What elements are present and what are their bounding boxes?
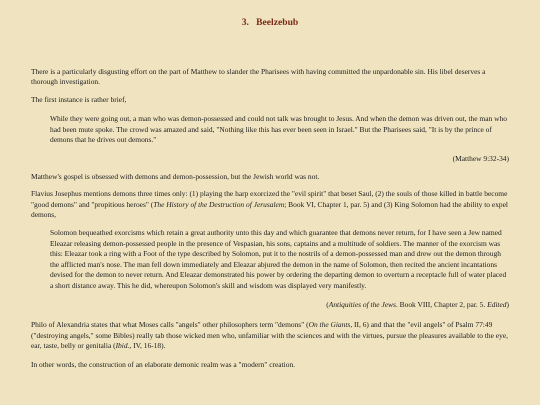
citation-close: ) bbox=[506, 299, 509, 309]
philo-text-b: , II, 6) and that the "evil angels" of Psalm 77:49 ("destroying angels," some Bibles) really tab those wicked men who, unfamiliar with the sciences and with the virtues, pursue the pleasures available to the eye, ear, taste, belly or genitalia ( bbox=[31, 320, 508, 351]
philo-text-a: Philo of Alexandria states that what Moses calls "angels" other philosophers term "demons" ( bbox=[31, 320, 309, 330]
citation-book-title: Antiquities of the Jews bbox=[328, 299, 396, 309]
philo-book-title: On the Giants bbox=[308, 320, 351, 330]
citation-mid: . Book VIII, Chapter 2, par. 5. bbox=[395, 299, 488, 309]
josephus-paragraph bbox=[31, 189, 509, 220]
antiquities-citation bbox=[31, 300, 509, 310]
solomon-quote: Solomon bequeathed exorcisms which retain a great authority unto this day and which guarantee that demons never return, for I have seen a Jew named Eleazar releasing demon-possessed people in the presence of Vespasian, his sons, captains and a multitude of soldiers. The manner of the exorcism was this: Eleazar took a ring with a Foot of the type described by Solomon, put it to the nostrils of a demon-possessed man and drew out the demon through the afflicted man's nose. The man fell down immediately and Eleazar abjured the demon in the name of Solomon, then recited the ancient incantations devised for the demon to never return. And Eleazar demonstrated his power by ordering the departing demon to overturn a receptacle full of water placed a short distance away. This he did, whereupon Solomon's skill and wisdom was displayed very manifestly. bbox=[50, 228, 507, 290]
matthew-citation: (Matthew 9:32-34) bbox=[452, 154, 509, 164]
intro-paragraph: There is a particularly disgusting effort on the part of Matthew to slander the Pharisees with having committed the unpardonable sin. His libel deserves a thorough investigation. bbox=[31, 67, 486, 87]
chapter-title: 3. Beelzebub bbox=[241, 17, 299, 28]
josephus-text-b: ; Book VI, Chapter 1, par. 5) and (3) King Solomon had the ability to expel demons, bbox=[31, 199, 508, 220]
first-instance-paragraph: The first instance is rather brief, bbox=[31, 94, 127, 104]
citation-open: ( bbox=[326, 299, 329, 309]
josephus-book-title: The History of the Destruction of Jerusalem bbox=[153, 199, 285, 209]
philo-ibid: Ibid. bbox=[115, 341, 130, 351]
citation-edited: Edited bbox=[487, 299, 507, 309]
philo-paragraph bbox=[31, 320, 509, 351]
conclusion-paragraph: In other words, the construction of an elaborate demonic realm was a "modern" creation. bbox=[31, 359, 296, 369]
josephus-text-a: Flavius Josephus mentions demons three times only: (1) playing the harp exorcized the "evil spirit" that beset Saul, (2) the souls of those killed in battle become "good demons" and "propitious heroes" ( bbox=[31, 189, 508, 209]
philo-text-c: , IV, 16-18). bbox=[129, 341, 166, 351]
matthew-quote: While they were going out, a man who was demon-possessed and could not talk was brought to Jesus. And when the demon was driven out, the man who had been mute spoke. The crowd was amazed and said, "Nothing like this has ever been seen in Israel." But the Pharisees said, "It is by the prince of demons that he drives out demons." bbox=[50, 114, 507, 145]
obsession-paragraph: Matthew's gospel is obsessed with demons and demon-possession, but the Jewish world was not. bbox=[31, 171, 320, 181]
